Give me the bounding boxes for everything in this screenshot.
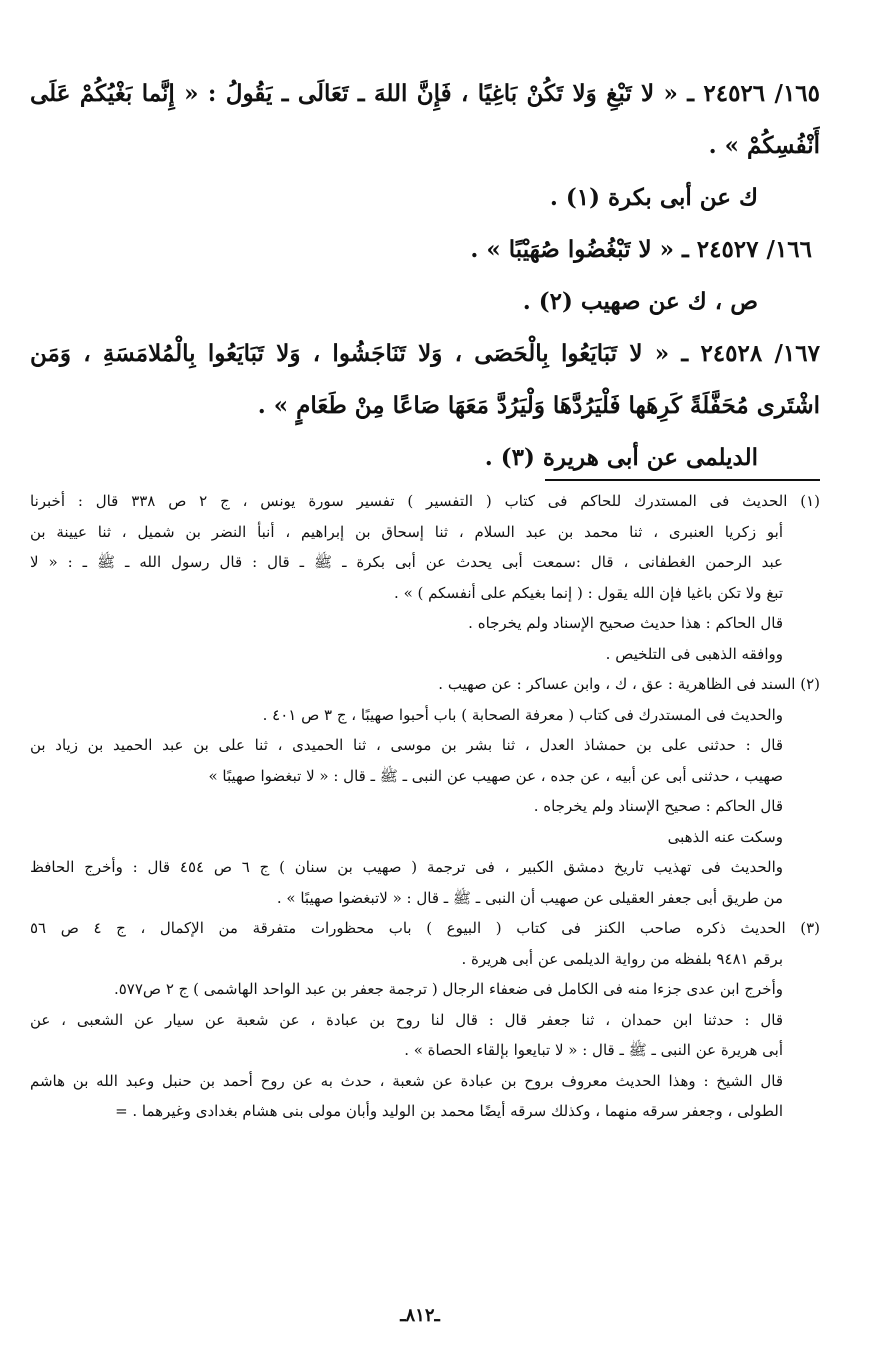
footnote-2-line: قال الحاكم : صحيح الإسناد ولم يخرجاه . (533, 797, 783, 815)
footnote-1-line: تبغ ولا تكن باغيا فإن الله يقول : ( إنما بغيكم على أنفسكم ) » . (394, 583, 783, 602)
hadith-text (30, 68, 820, 484)
footnote-1-line: (١) الحديث فى المستدرك للحاكم فى كتاب ( التفسير ) تفسير سورة يونس ، ج ٢ ص ٣٣٨ قال : أخبرنا (30, 492, 820, 510)
footnote-2-line: صهيب ، حدثنى أبى عن أبيه ، عن جده ، عن صهيب عن النبى ـ ﷺ ـ قال : « لا تبغضوا صهيبًا » (208, 766, 783, 785)
hadith-166: ١٦٦/ ٢٤٥٢٧ ـ « لا تَبْغُضُوا صُهَيْبًا » . (470, 236, 812, 263)
hadith-167-line-1: ١٦٧/ ٢٤٥٢٨ ـ « لا تَبَايَعُوا بِالْحَصَى ، وَلا تَنَاجَشُوا ، وَلا تَبَايَعُوا بِالْمُلامَسَةِ ، وَمَن (30, 340, 820, 367)
footnote-2-line: وسكت عنه الذهبى (667, 827, 783, 846)
footnotes (30, 486, 820, 1127)
hadith-167-line-2: اشْتَرى مُحَفَّلَةً كَرِهَها فَلْيَرُدَّهَا وَلْيَرُدَّ مَعَهَا صَاعًا مِنْ طَعَامٍ » . (257, 392, 820, 419)
footnote-2-line: والحديث فى المستدرك فى كتاب ( معرفة الصحابة ) باب أحبوا صهيبًا ، ج ٣ ص ٤٠١ . (262, 705, 783, 724)
hadith-167-source: الديلمى عن أبى هريرة (٣) . (484, 444, 758, 471)
footnote-1-line: عبد الرحمن الغطفانى ، قال :سمعت أبى يحدث عن أبى بكرة ـ ﷺ ـ قال : قال رسول الله ـ ﷺ ـ : « لا (30, 553, 783, 571)
page-number: ـ٨١٢ـ (400, 1305, 440, 1326)
hadith-165-source: ك عن أبى بكرة (١) . (549, 184, 758, 211)
footnote-2-line: من طريق أبى جعفر العقيلى عن صهيب أن النبى ـ ﷺ ـ قال : « لاتبغضوا صهيبًا » . (276, 888, 783, 907)
footnote-1-line: قال الحاكم : هذا حديث صحيح الإسناد ولم يخرجاه . (468, 614, 783, 632)
hadith-165-line-1: ١٦٥/ ٢٤٥٢٦ ـ « لا تَبْغِ وَلا تَكُنْ بَاغِيًا ، فَإِنَّ اللهَ ـ تَعَالَى ـ يَقُولُ : « إِنَّما بَغْيُكُمْ عَلَى (30, 80, 820, 107)
footnote-3-line: وأخرج ابن عدى جزءا منه فى الكامل فى ضعفاء الرجال ( ترجمة جعفر بن عبد الواحد الهاشمى ) ج ٢ ص٥٧٧. (113, 980, 783, 998)
footnote-3-line: (٣) الحديث ذكره صاحب الكنز فى كتاب ( البيوع ) باب محظورات متفرقة من الإكمال ، ج ٤ ص ٥٦ (30, 919, 820, 937)
hadith-166-source: ص ، ك عن صهيب (٢) . (522, 288, 758, 315)
footnote-2-line: قال : حدثنى على بن حمشاذ العدل ، ثنا بشر بن موسى ، ثنا الحميدى ، ثنا على بن عبد الحميد بن زياد بن (30, 736, 783, 754)
footnote-3-line: قال : حدثنا ابن حمدان ، ثنا جعفر قال : قال لنا روح بن عبادة ، عن شعبة عن سيار عن الشعبى ، عن (30, 1010, 783, 1029)
footnote-divider (545, 479, 820, 481)
footnote-2-line: والحديث فى تهذيب تاريخ دمشق الكبير ، فى ترجمة ( صهيب بن سنان ) ج ٦ ص ٤٥٤ قال : وأخرج الحافظ (30, 858, 784, 876)
hadith-165-line-2: أَنْفُسِكُمْ » . (708, 132, 820, 159)
footnote-3-line: الطولى ، وجعفر سرقه منهما ، وكذلك سرقه أيضًا محمد بن الوليد وأبان مولى بنى هشام بغدادى وغيرهما . = (115, 1102, 783, 1120)
footnote-3-line: برقم ٩٤٨١ بلفظه من رواية الديلمى عن أبى هريرة . (461, 949, 783, 968)
footnote-1-line: أبو زكريا العنبرى ، ثنا محمد بن عبد السلام ، ثنا إسحاق بن إبراهيم ، أنبأ النضر بن شميل ، ثنا عيينة بن (30, 522, 783, 541)
footnote-3-line: قال الشيخ : وهذا الحديث معروف بروح بن عبادة عن شعبة ، حدث به عن روح أحمد بن حنبل وعبد الله بن هاشم (30, 1071, 783, 1090)
footnote-3-line: أبى هريرة عن النبى ـ ﷺ ـ قال : « لا تبايعوا بإلقاء الحصاة » . (404, 1041, 783, 1059)
footnote-1-line: ووافقه الذهبى فى التلخيص . (605, 644, 783, 663)
footnote-2-line: (٢) السند فى الظاهرية : عق ، ك ، وابن عساكر : عن صهيب . (438, 675, 820, 693)
